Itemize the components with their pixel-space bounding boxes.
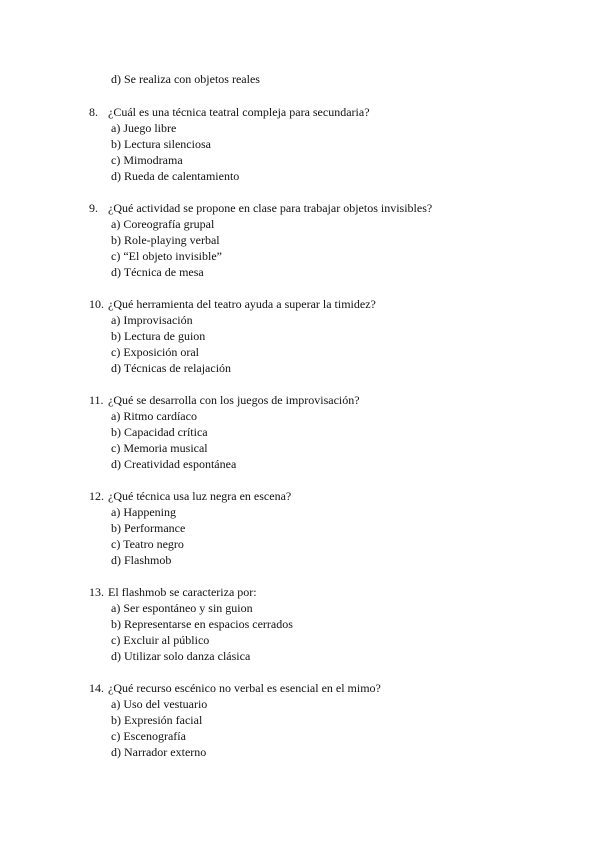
question-text: ¿Qué herramienta del teatro ayuda a superar la timidez? — [108, 297, 376, 311]
option-b: b) Expresión facial — [111, 713, 203, 727]
option-d: d) Narrador externo — [111, 745, 207, 759]
question-text: ¿Qué actividad se propone en clase para trabajar objetos invisibles? — [108, 201, 433, 215]
option-a: a) Ser espontáneo y sin guion — [111, 601, 253, 615]
question-number: 14. — [89, 681, 104, 695]
option-b: b) Role-playing verbal — [111, 233, 220, 247]
question-text: El flashmob se caracteriza por: — [108, 585, 257, 599]
option-c: c) Excluir al público — [111, 633, 210, 647]
option-d: d) Técnicas de relajación — [111, 361, 232, 375]
option-a: a) Happening — [111, 505, 176, 519]
option-c: c) Teatro negro — [111, 537, 184, 551]
option-a: a) Improvisación — [111, 313, 193, 327]
option-c: c) Exposición oral — [111, 345, 199, 359]
question-text: ¿Cuál es una técnica teatral compleja para secundaria? — [108, 105, 370, 119]
question-number: 8. — [89, 105, 98, 119]
option-d: d) Técnica de mesa — [111, 265, 204, 279]
option-c: c) Escenografía — [111, 729, 186, 743]
question-number: 10. — [89, 297, 104, 311]
option-c: c) Memoria musical — [111, 441, 208, 455]
option-d: d) Utilizar solo danza clásica — [111, 649, 251, 663]
question-text: ¿Qué técnica usa luz negra en escena? — [108, 489, 292, 503]
option-b: b) Performance — [111, 521, 186, 535]
question-number: 13. — [89, 585, 104, 599]
question-number: 12. — [89, 489, 104, 503]
option-b: b) Capacidad crítica — [111, 425, 208, 439]
lead-option: d) Se realiza con objetos reales — [111, 72, 260, 86]
option-b: b) Lectura de guion — [111, 329, 206, 343]
option-c: c) “El objeto invisible” — [111, 249, 222, 263]
option-d: d) Flashmob — [111, 553, 172, 567]
question-number: 11. — [89, 393, 104, 407]
option-d: d) Creatividad espontánea — [111, 457, 237, 471]
option-b: b) Representarse en espacios cerrados — [111, 617, 293, 631]
option-c: c) Mimodrama — [111, 153, 183, 167]
option-a: a) Ritmo cardíaco — [111, 409, 197, 423]
question-number: 9. — [89, 201, 98, 215]
question-text: ¿Qué se desarrolla con los juegos de improvisación? — [108, 393, 360, 407]
option-a: a) Coreografía grupal — [111, 217, 215, 231]
question-text: ¿Qué recurso escénico no verbal es esencial en el mimo? — [108, 681, 381, 695]
option-a: a) Juego libre — [111, 121, 177, 135]
option-b: b) Lectura silenciosa — [111, 137, 211, 151]
option-a: a) Uso del vestuario — [111, 697, 208, 711]
option-d: d) Rueda de calentamiento — [111, 169, 240, 183]
